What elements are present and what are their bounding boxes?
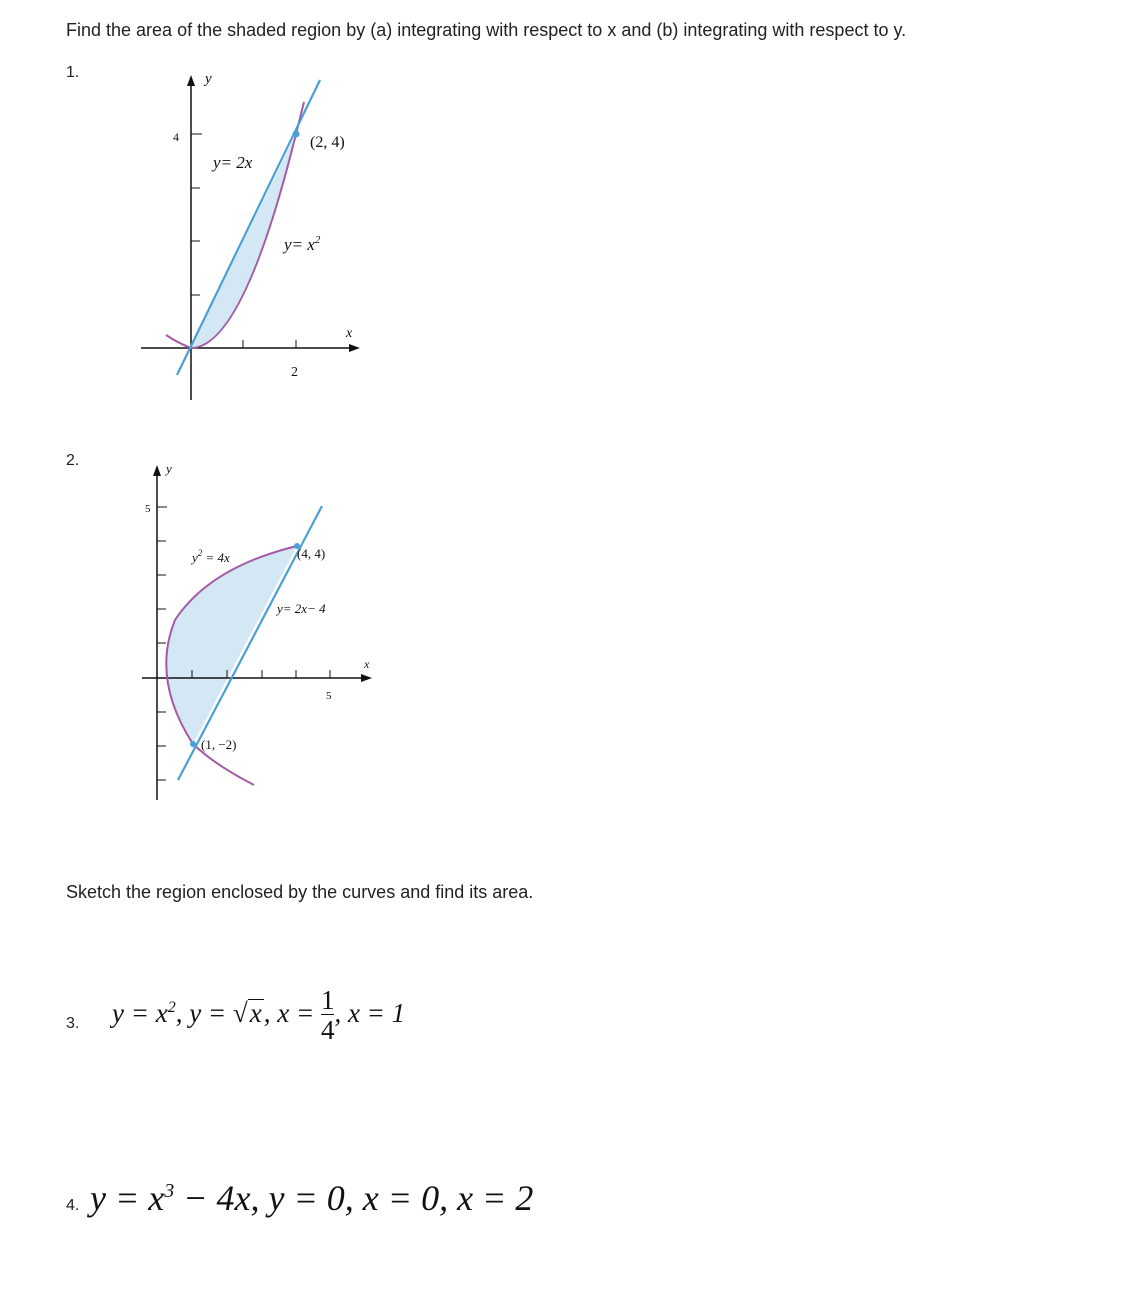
instruction-area-by-x-and-y: Find the area of the shaded region by (a) integrating with respect to x and (b) integrating with respect to y. xyxy=(66,20,907,40)
equation-problem-3 xyxy=(112,965,405,1056)
x-axis-arrow-1 xyxy=(349,344,360,352)
eq3-root: x xyxy=(249,998,262,1028)
y-axis-label-2: y xyxy=(166,461,172,476)
x-axis-label-1: x xyxy=(346,326,353,341)
point-2-4 xyxy=(293,131,300,138)
x-tick-label-5: 5 xyxy=(326,690,332,702)
fraction-numerator: 1 xyxy=(320,985,335,1016)
eq3-exponent: 2 xyxy=(167,999,176,1016)
eq3-part-a: y = x xyxy=(112,998,168,1028)
eq4-part-a: y = x xyxy=(90,1178,165,1218)
eq4-exponent: 3 xyxy=(164,1180,175,1202)
problem-3-number: 3. xyxy=(66,1015,80,1032)
eq3-part-b: , y = xyxy=(175,998,233,1028)
x-axis-arrow-2 xyxy=(361,674,372,682)
y-tick-label-4: 4 xyxy=(173,130,179,144)
label-y-equals-x-squared: $y= x^2$ xyxy=(284,234,321,254)
problem-4-number: 4. xyxy=(66,1197,80,1214)
label-y-squared-equals-4x: $y^2 = 4x$ xyxy=(192,548,230,565)
fraction-denominator: 4 xyxy=(320,1015,335,1046)
y-axis-label-1: y xyxy=(205,71,212,87)
instruction-sketch-region: Sketch the region enclosed by the curves and find its area. xyxy=(66,882,534,902)
problem-2-number: 2. xyxy=(66,452,80,469)
eq4-part-b: − 4x, y = 0, x = 0, x = 2 xyxy=(174,1178,534,1218)
label-point-4-4: (4, 4) xyxy=(297,546,326,561)
y-tick-label-5: 5 xyxy=(145,503,151,515)
y-axis-arrow-2 xyxy=(153,465,161,476)
eq3-part-c: , x = xyxy=(263,998,321,1028)
label-y-equals-2x-minus-4: y= 2x− 4 xyxy=(277,601,326,616)
label-point-1-minus-2: (1, −2) xyxy=(201,737,237,752)
line-y-equals-2x xyxy=(177,80,320,375)
eq3-part-d: , x = 1 xyxy=(334,998,406,1028)
sqrt-sign: √ xyxy=(232,998,248,1028)
graph-problem-2 xyxy=(130,455,390,820)
equation-problem-4 xyxy=(90,1163,533,1226)
label-y-equals-2x: y= 2x xyxy=(213,153,253,172)
eq3-fraction xyxy=(321,987,335,1044)
problem-1-number: 1. xyxy=(66,64,80,81)
y-axis-arrow-1 xyxy=(187,75,195,86)
point-1-minus-2 xyxy=(190,741,196,747)
label-point-2-4: (2, 4) xyxy=(310,134,345,151)
shaded-region-2 xyxy=(166,546,297,744)
x-tick-label-2: 2 xyxy=(291,365,298,380)
graph-problem-1 xyxy=(130,60,390,405)
x-axis-label-2: x xyxy=(364,657,370,671)
curve-y-equals-x-squared xyxy=(166,102,304,348)
